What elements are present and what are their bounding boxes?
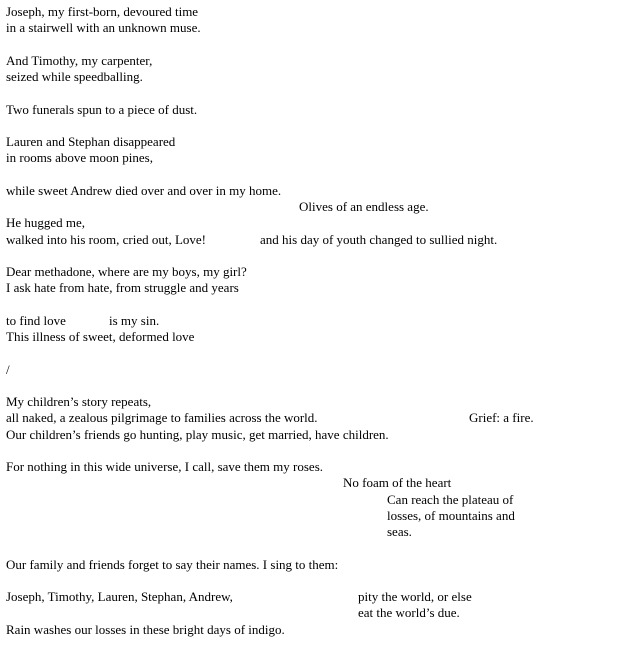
poem-line <box>0 85 629 101</box>
poem-text-segment: to find love <box>6 312 66 328</box>
poem-text-segment: in rooms above moon pines, <box>6 150 153 166</box>
poem-text-segment: pity the world, or else <box>358 589 472 604</box>
poem-text-segment: Lauren and Stephan disappeared <box>6 134 176 149</box>
poem-line <box>0 573 629 589</box>
poem-line <box>0 150 629 166</box>
poem-line <box>0 199 629 215</box>
poem-text-segment: Olives of an endless age. <box>299 199 429 214</box>
poem-text-segment: My children’s story repeats, <box>6 394 152 409</box>
poem-text-segment: / <box>6 361 10 377</box>
poem-text-segment: Grief: a fire. <box>469 410 534 426</box>
poem-line <box>0 264 629 280</box>
poem-text-segment: while sweet Andrew died over and over in my home. <box>6 182 282 198</box>
poem-line <box>0 410 629 426</box>
poem-text-segment: is my sin. <box>109 312 160 328</box>
poem-line <box>0 475 629 491</box>
poem-line <box>0 167 629 183</box>
poem-text-segment: Our family and friends forget to say their names. I sing to them: <box>6 556 339 572</box>
poem-line <box>0 394 629 410</box>
poem-text-segment: walked into his room, cried out, Love! <box>6 231 207 247</box>
poem-line <box>0 53 629 69</box>
poem-line <box>0 378 629 394</box>
poem-line <box>0 427 629 443</box>
poem-line <box>0 524 629 540</box>
poem-line <box>0 557 629 573</box>
poem-line <box>0 622 629 638</box>
poem-text-segment: Our children’s friends go hunting, play music, get married, have children. <box>6 426 389 442</box>
poem-text-segment: all naked, a zealous pilgrimage to families across the world. <box>6 410 318 426</box>
poem-line <box>0 345 629 361</box>
poem-line <box>0 362 629 378</box>
poem-line <box>0 183 629 199</box>
poem-text-segment: Rain washes our losses in these bright days of indigo. <box>6 621 285 637</box>
poem-text-segment: losses, of mountains and <box>387 507 515 523</box>
poem-text-segment: And Timothy, my carpenter, <box>6 52 153 68</box>
poem-line <box>0 459 629 475</box>
poem-line <box>0 118 629 134</box>
poem-text-segment: Dear methadone, where are my boys, my girl? <box>6 264 247 279</box>
poem-line <box>0 313 629 329</box>
poem-line <box>0 134 629 150</box>
poem-line <box>0 232 629 248</box>
poem-line <box>0 280 629 296</box>
poem-line <box>0 215 629 231</box>
poem-text-segment: and his day of youth changed to sullied night. <box>260 231 498 247</box>
poem-line <box>0 492 629 508</box>
poem-text-segment: Joseph, Timothy, Lauren, Stephan, Andrew, <box>6 589 233 604</box>
poem-text-segment: Joseph, my first-born, devoured time <box>6 4 199 19</box>
poem-text-segment: Can reach the plateau of <box>387 491 514 507</box>
poem-line <box>0 508 629 524</box>
poem-text-segment: in a stairwell with an unknown muse. <box>6 20 201 36</box>
poem-text-segment: eat the world’s due. <box>358 605 460 621</box>
poem-line <box>0 638 629 654</box>
poem-line <box>0 297 629 313</box>
poem-line <box>0 20 629 36</box>
poem-line <box>0 443 629 459</box>
poem-line <box>0 69 629 85</box>
poem-line <box>0 4 629 20</box>
poem-text-segment: This illness of sweet, deformed love <box>6 329 195 344</box>
poem-text-segment: Two funerals spun to a piece of dust. <box>6 101 198 117</box>
poem-text-segment: seized while speedballing. <box>6 69 143 84</box>
poem-text-segment: I ask hate from hate, from struggle and years <box>6 280 239 296</box>
poem-line <box>0 37 629 53</box>
poem-text-segment: For nothing in this wide universe, I call, save them my roses. <box>6 459 324 474</box>
poem-text-segment: seas. <box>387 524 412 539</box>
poem-text-segment: He hugged me, <box>6 215 86 231</box>
poem-text-segment: No foam of the heart <box>343 475 452 491</box>
poem-line <box>0 605 629 621</box>
poem-line <box>0 329 629 345</box>
poem-line <box>0 102 629 118</box>
poem-line <box>0 589 629 605</box>
poem-line <box>0 248 629 264</box>
poem-line <box>0 540 629 556</box>
